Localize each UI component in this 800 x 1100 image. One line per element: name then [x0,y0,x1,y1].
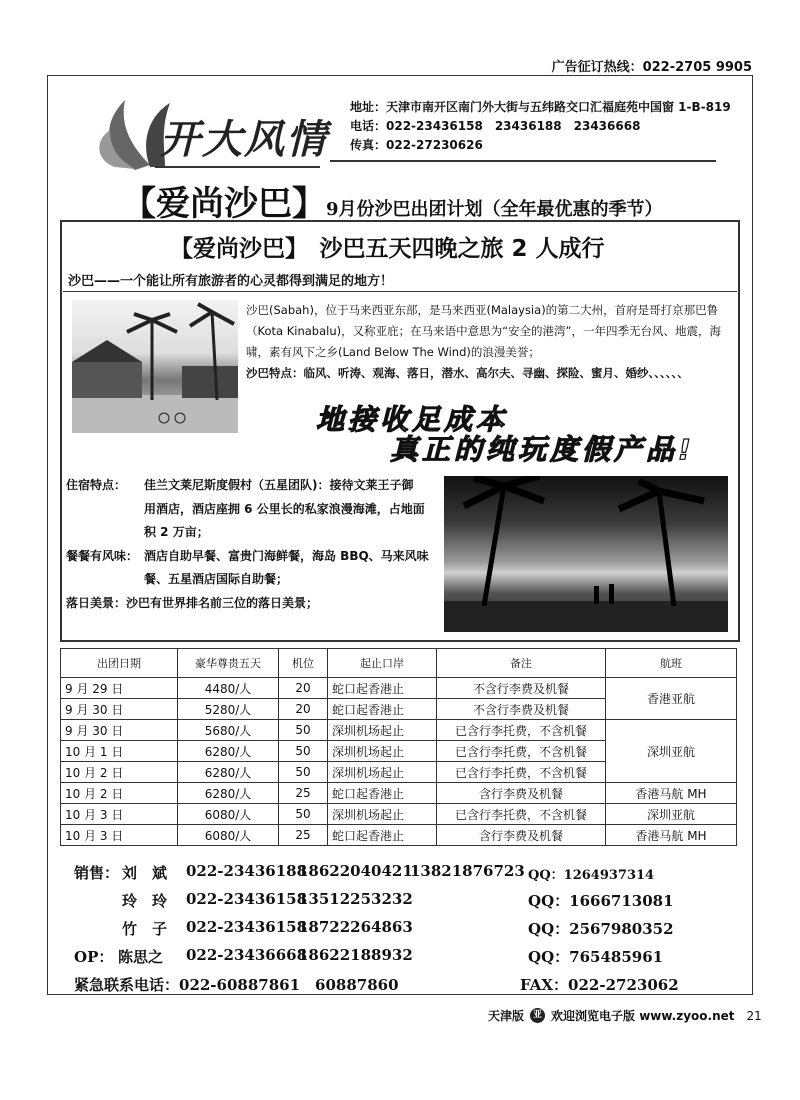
cell-price: 6080/人 [178,825,279,846]
phone: 电话：022-23436158 23436188 23436668 [350,119,641,133]
schedule-table [60,648,737,846]
cell-seats: 20 [279,678,328,699]
cell-note: 已含行李托费，不含机餐 [437,762,606,783]
cell-date: 10 月 3 日 [61,804,178,825]
cell-seats: 25 [279,825,328,846]
col-flight: 航班 [606,649,737,678]
table-row [61,678,737,699]
brand-badge-icon: 亚 [530,1008,545,1023]
op-mobile: 18622188932 [298,946,413,964]
page-footer [488,1007,762,1024]
cell-seats: 50 [279,762,328,783]
cell-flight: 深圳亚航 [606,804,737,825]
sunset-photo [444,476,728,632]
cell-date: 9 月 29 日 [61,678,178,699]
stay-text-2: 用酒店，酒店座拥 6 公里长的私家浪漫海滩，占地面 [144,501,425,516]
sales-name-2: 玲 玲 [122,892,168,910]
tour-title: 【爱尚沙巴】 沙巴五天四晚之旅 2 人成行 [170,236,605,262]
cell-port: 深圳机场起止 [328,720,437,741]
cell-seats: 20 [279,699,328,720]
cell-flight: 深圳亚航 [606,720,737,783]
edition-label: 天津版 [488,1009,525,1023]
cell-port: 蛇口起香港止 [328,699,437,720]
cell-port: 蛇口起香港止 [328,825,437,846]
cell-price: 6280/人 [178,762,279,783]
meal-label: 餐餐有风味： [66,548,139,563]
cell-price: 5680/人 [178,720,279,741]
contact-block [350,98,731,155]
ad-hotline: 广告征订热线：022-2705 9905 [551,60,752,75]
table-row [61,825,737,846]
sales-qq-1: QQ：1264937314 [528,868,655,883]
sales-tel-1: 022-23436188 [186,862,308,880]
cell-port: 蛇口起香港止 [328,678,437,699]
sales-mobile-2: 13512253232 [298,890,413,908]
cell-note: 不含行李费及机餐 [437,699,606,720]
slogan-product: 真正的纯玩度假产品! [390,433,695,466]
cell-port: 深圳机场起止 [328,804,437,825]
headline-sub: 9月份沙巴出团计划（全年最优惠的季节） [326,199,663,220]
cell-price: 6280/人 [178,741,279,762]
page-number: 21 [746,1008,762,1023]
col-price: 豪华尊贵五天 [178,649,279,678]
emergency-phone: 紧急联系电话：022-60887861 60887860 [74,976,399,994]
sales-name-3: 竹 子 [122,920,168,938]
sales-label: 销售： [74,864,120,882]
features-line: 沙巴特点：临风、听涛、观海、落日，潜水、高尔夫、寻幽、探险、蜜月、婚纱、、、、、、 [246,366,689,380]
divider [63,291,737,292]
resort-photo [72,300,238,433]
sales-tel-3: 022-23436158 [186,918,308,936]
cell-note: 已含行李托费，不含机餐 [437,720,606,741]
cell-date: 10 月 3 日 [61,825,178,846]
col-port: 起止口岸 [328,649,437,678]
stay-text-1: 佳兰文莱尼斯度假村（五星团队)：接待文莱王子御 [144,478,414,492]
sales-mobile-3: 18722264863 [298,918,413,936]
headline-main: 【爱尚沙巴】 [122,184,326,224]
sales-name-1: 刘 斌 [122,864,168,882]
cell-port: 深圳机场起止 [328,741,437,762]
intro-text [246,300,734,384]
slogan-cost: 地接收足成本 [316,403,509,436]
cell-price: 6080/人 [178,804,279,825]
cell-note: 含行李费及机餐 [437,825,606,846]
logo-text: 开大风情 [160,116,328,163]
op-name: 陈思之 [118,948,164,966]
header-rule [330,160,716,162]
cell-date: 10 月 2 日 [61,762,178,783]
sales-tel-2: 022-23436158 [186,890,308,908]
cell-note: 已含行李托费，不含机餐 [437,741,606,762]
cell-flight: 香港亚航 [606,678,737,720]
cell-seats: 50 [279,741,328,762]
col-note: 备注 [437,649,606,678]
op-qq: QQ：765485961 [528,948,664,966]
table-row [61,720,737,741]
cell-flight: 香港马航 MH [606,825,737,846]
cell-seats: 50 [279,720,328,741]
meal-text-2: 餐、五星酒店国际自助餐； [144,572,289,586]
meal-text-1: 酒店自助早餐、富贵门海鲜餐，海岛 BBQ、马来风味 [144,548,429,563]
cell-seats: 50 [279,804,328,825]
cell-note: 不含行李费及机餐 [437,678,606,699]
stay-label: 住宿特点： [66,478,127,492]
fax-number: FAX：022-2723062 [520,976,679,994]
cell-date: 9 月 30 日 [61,699,178,720]
tour-details [66,474,446,615]
table-row [61,804,737,825]
col-date: 出团日期 [61,649,178,678]
sunset-text: 落日美景：沙巴有世界排名前三位的落日美景； [66,595,319,610]
page-headline [122,176,663,225]
address: 地址：天津市南开区南门外大街与五纬路交口汇福庭苑中国窗 1-B-819 [350,100,731,114]
table-header-row [61,649,737,678]
tour-tagline: 沙巴——一个能让所有旅游者的心灵都得到满足的地方！ [68,274,394,289]
cell-flight: 香港马航 MH [606,783,737,804]
cell-note: 已含行李托费，不含机餐 [437,804,606,825]
cell-port: 深圳机场起止 [328,762,437,783]
cell-price: 5280/人 [178,699,279,720]
table-row [61,783,737,804]
cell-price: 6280/人 [178,783,279,804]
sales-mobile-1b: 13821876723 [410,862,525,880]
fax: 传真：022-27230626 [350,138,483,152]
cell-seats: 25 [279,783,328,804]
sales-qq-3: QQ：2567980352 [528,920,674,938]
sales-qq-2: QQ：1666713081 [528,892,674,910]
col-seats: 机位 [279,649,328,678]
op-label: OP： [74,948,114,966]
op-tel: 022-23436668 [186,946,308,964]
cell-price: 4480/人 [178,678,279,699]
cell-port: 蛇口起香港止 [328,783,437,804]
cell-date: 10 月 2 日 [61,783,178,804]
stay-text-3: 积 2 万亩； [144,525,209,539]
cell-note: 含行李费及机餐 [437,783,606,804]
cell-date: 10 月 1 日 [61,741,178,762]
sales-mobile-1a: 18622040421 [298,862,413,880]
cell-date: 9 月 30 日 [61,720,178,741]
intro-paragraph: 沙巴(Sabah)，位于马来西亚东部，是马来西亚(Malaysia)的第二大州，首府是哥打京那巴鲁（Kota Kinabalu)，又称亚庇；在马来语中意思为“安全的港湾”，一年四季无台风、地震，海啸，素有风下之乡(Land Below The Wind)的浪漫美誉； [246,303,722,359]
footer-website: 欢迎浏览电子版 www.zyoo.net [551,1009,735,1023]
